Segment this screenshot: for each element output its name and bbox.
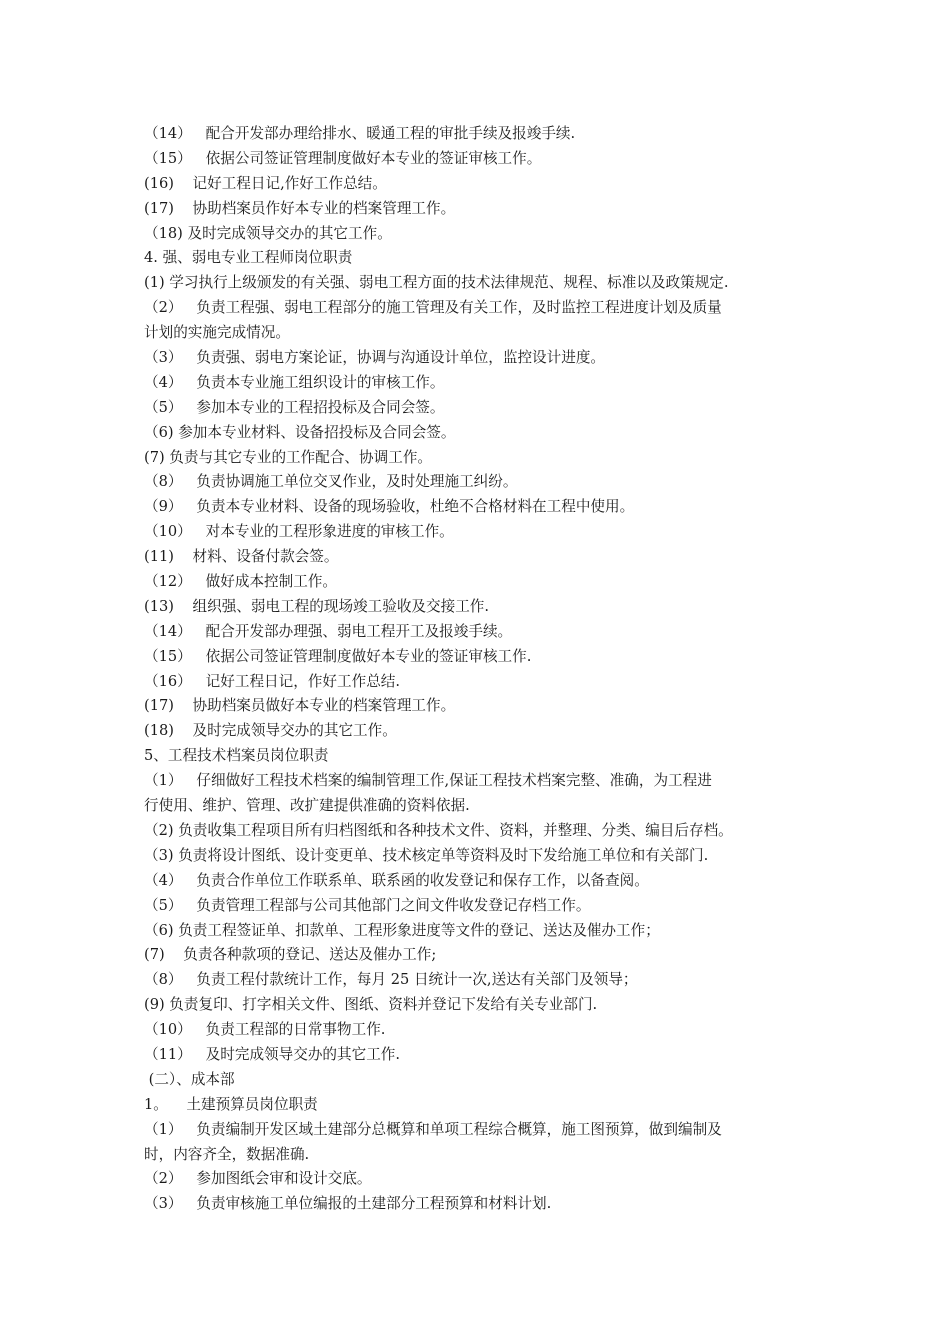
document-line: （14） 配合开发部办理强、弱电工程开工及报竣手续。 xyxy=(144,622,513,640)
document-line: （6) 参加本专业材料、设备招投标及合同会签。 xyxy=(144,423,456,441)
document-line: （4） 负责合作单位工作联系单、联系函的收发登记和保存工作，以备查阅。 xyxy=(144,871,649,889)
document-line: (11) 材料、设备付款会签。 xyxy=(144,548,339,566)
document-line: （3） 负责强、弱电方案论证，协调与沟通设计单位，监控设计进度。 xyxy=(144,349,606,367)
document-line: （8） 负责协调施工单位交叉作业，及时处理施工纠纷。 xyxy=(144,473,518,491)
document-line: （5） 负责管理工程部与公司其他部门之间文件收发登记存档工作。 xyxy=(144,896,591,914)
document-line: （9） 负责本专业材料、设备的现场验收，杜绝不合格材料在工程中使用。 xyxy=(144,498,635,516)
document-line: (1) 学习执行上级颁发的有关强、弱电工程方面的技术法律规范、规程、标准以及政策规定. xyxy=(144,274,729,292)
document-line: (7) 负责与其它专业的工作配合、协调工作。 xyxy=(144,448,433,466)
document-line: 计划的实施完成情况。 xyxy=(144,324,290,342)
document-line: 5、工程技术档案员岗位职责 xyxy=(144,747,329,765)
document-line: （10） 对本专业的工程形象进度的审核工作。 xyxy=(144,523,454,541)
document-line: 1。 土建预算员岗位职责 xyxy=(144,1095,318,1113)
document-line: （2） 参加图纸会审和设计交底。 xyxy=(144,1170,372,1188)
document-line: (17) 协助档案员作好本专业的档案管理工作。 xyxy=(144,199,456,217)
document-line: 时，内容齐全，数据准确. xyxy=(144,1145,310,1163)
document-line: （5） 参加本专业的工程招投标及合同会签。 xyxy=(144,398,445,416)
document-line: （18) 及时完成领导交办的其它工作。 xyxy=(144,224,392,242)
document-line: （12） 做好成本控制工作。 xyxy=(144,573,338,591)
document-line: (16) 记好工程日记,作好工作总结。 xyxy=(144,174,387,192)
document-line: （4） 负责本专业施工组织设计的审核工作。 xyxy=(144,373,445,391)
document-line: （6) 负责工程签证单、扣款单、工程形象进度等文件的登记、送达及催办工作； xyxy=(144,921,660,939)
document-line: 行使用、维护、管理、改扩建提供准确的资料依据. xyxy=(144,797,470,815)
document-line: （1） 负责编制开发区域土建部分总概算和单项工程综合概算，施工图预算，做到编制及 xyxy=(144,1120,722,1138)
document-line: （15） 依据公司签证管理制度做好本专业的签证审核工作。 xyxy=(144,149,542,167)
document-line: (7) 负责各种款项的登记、送达及催办工作; xyxy=(144,946,437,964)
document-line: （11） 及时完成领导交办的其它工作. xyxy=(144,1045,401,1063)
document-line: (17) 协助档案员做好本专业的档案管理工作。 xyxy=(144,697,456,715)
document-line: （10） 负责工程部的日常事物工作. xyxy=(144,1021,386,1039)
document-line: （16） 记好工程日记，作好工作总结. xyxy=(144,672,401,690)
document-line: （2) 负责收集工程项目所有归档图纸和各种技术文件、资料，并整理、分类、编目后存档。 xyxy=(144,821,733,839)
document-line: (18) 及时完成领导交办的其它工作。 xyxy=(144,722,397,740)
document-line: （3) 负责将设计图纸、设计变更单、技术核定单等资料及时下发给施工单位和有关部门. xyxy=(144,846,709,864)
document-line: 4. 强、弱电专业工程师岗位职责 xyxy=(144,249,353,267)
document-line: （15） 依据公司签证管理制度做好本专业的签证审核工作. xyxy=(144,647,532,665)
document-body xyxy=(144,122,824,1217)
document-line: （14） 配合开发部办理给排水、暖通工程的审批手续及报竣手续. xyxy=(144,125,576,142)
document-line: (二）、成本部 xyxy=(144,1070,235,1088)
document-line: （1） 仔细做好工程技术档案的编制管理工作,保证工程技术档案完整、准确，为工程进 xyxy=(144,772,712,790)
document-line: （2） 负责工程强、弱电工程部分的施工管理及有关工作，及时监控工程进度计划及质量 xyxy=(144,299,722,317)
document-line: （3） 负责审核施工单位编报的土建部分工程预算和材料计划. xyxy=(144,1195,552,1213)
document-line: （8） 负责工程付款统计工作，每月 25 日统计一次,送达有关部门及领导； xyxy=(144,971,638,989)
document-line: (9) 负责复印、打字相关文件、图纸、资料并登记下发给有关专业部门. xyxy=(144,996,598,1014)
document-line: (13) 组织强、弱电工程的现场竣工验收及交接工作. xyxy=(144,597,490,615)
